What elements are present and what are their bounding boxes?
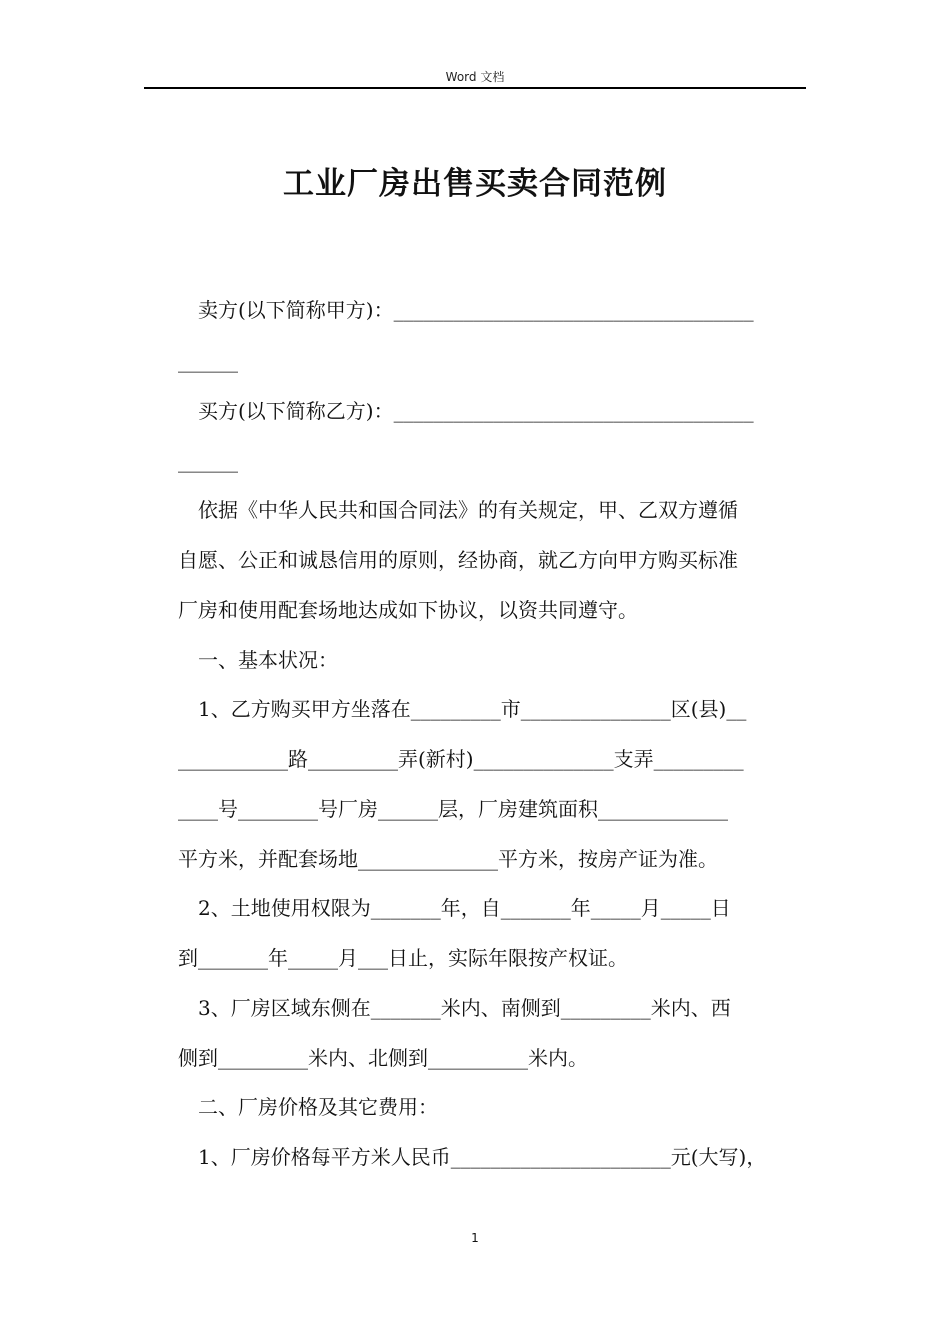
- page-number: 1: [471, 1231, 479, 1245]
- intro-paragraph-line-2: 自愿、公正和诚恳信用的原则，经协商，就乙方向甲方购买标准: [178, 548, 738, 572]
- clause-2-line-1: 2、土地使用权限为_______年，自_______年_____月_____日: [198, 896, 731, 920]
- clause-3-line-2: 侧到_________米内、北侧到__________米内。: [178, 1046, 588, 1070]
- clause-3-line-1: 3、厂房区域东侧在_______米内、南侧到_________米内、西: [198, 996, 731, 1020]
- clause-1-line-4: 平方米，并配套场地______________平方米，按房产证为准。: [178, 847, 718, 871]
- header-rule: [144, 87, 806, 89]
- clause-2-line-2: 到_______年_____月___日止，实际年限按产权证。: [178, 946, 628, 970]
- seller-line: 卖方(以下简称甲方)：____________________________________: [198, 298, 754, 322]
- clause-1-line-2: ___________路_________弄(新村)______________支弄_________: [178, 747, 744, 771]
- section-heading-1: 一、基本状况：: [198, 648, 338, 672]
- clause-1-line-3: ____号________号厂房______层，厂房建筑面积_____________: [178, 797, 728, 821]
- intro-paragraph-line-3: 厂房和使用配套场地达成如下协议，以资共同遵守。: [178, 598, 638, 622]
- clause-1-line-1: 1、乙方购买甲方坐落在_________市_______________区(县)__: [198, 697, 747, 721]
- price-clause-line-1: 1、厂房价格每平方米人民币______________________元(大写)，: [198, 1145, 767, 1169]
- document-title: 工业厂房出售买卖合同范例: [283, 166, 667, 202]
- header-label: Word 文档: [445, 70, 505, 84]
- buyer-line-cont: ______: [178, 449, 238, 473]
- buyer-line: 买方(以下简称乙方)：____________________________________: [198, 399, 754, 423]
- intro-paragraph-line-1: 依据《中华人民共和国合同法》的有关规定，甲、乙双方遵循: [198, 498, 738, 522]
- seller-line-cont: ______: [178, 349, 238, 373]
- section-heading-2: 二、厂房价格及其它费用：: [198, 1095, 438, 1119]
